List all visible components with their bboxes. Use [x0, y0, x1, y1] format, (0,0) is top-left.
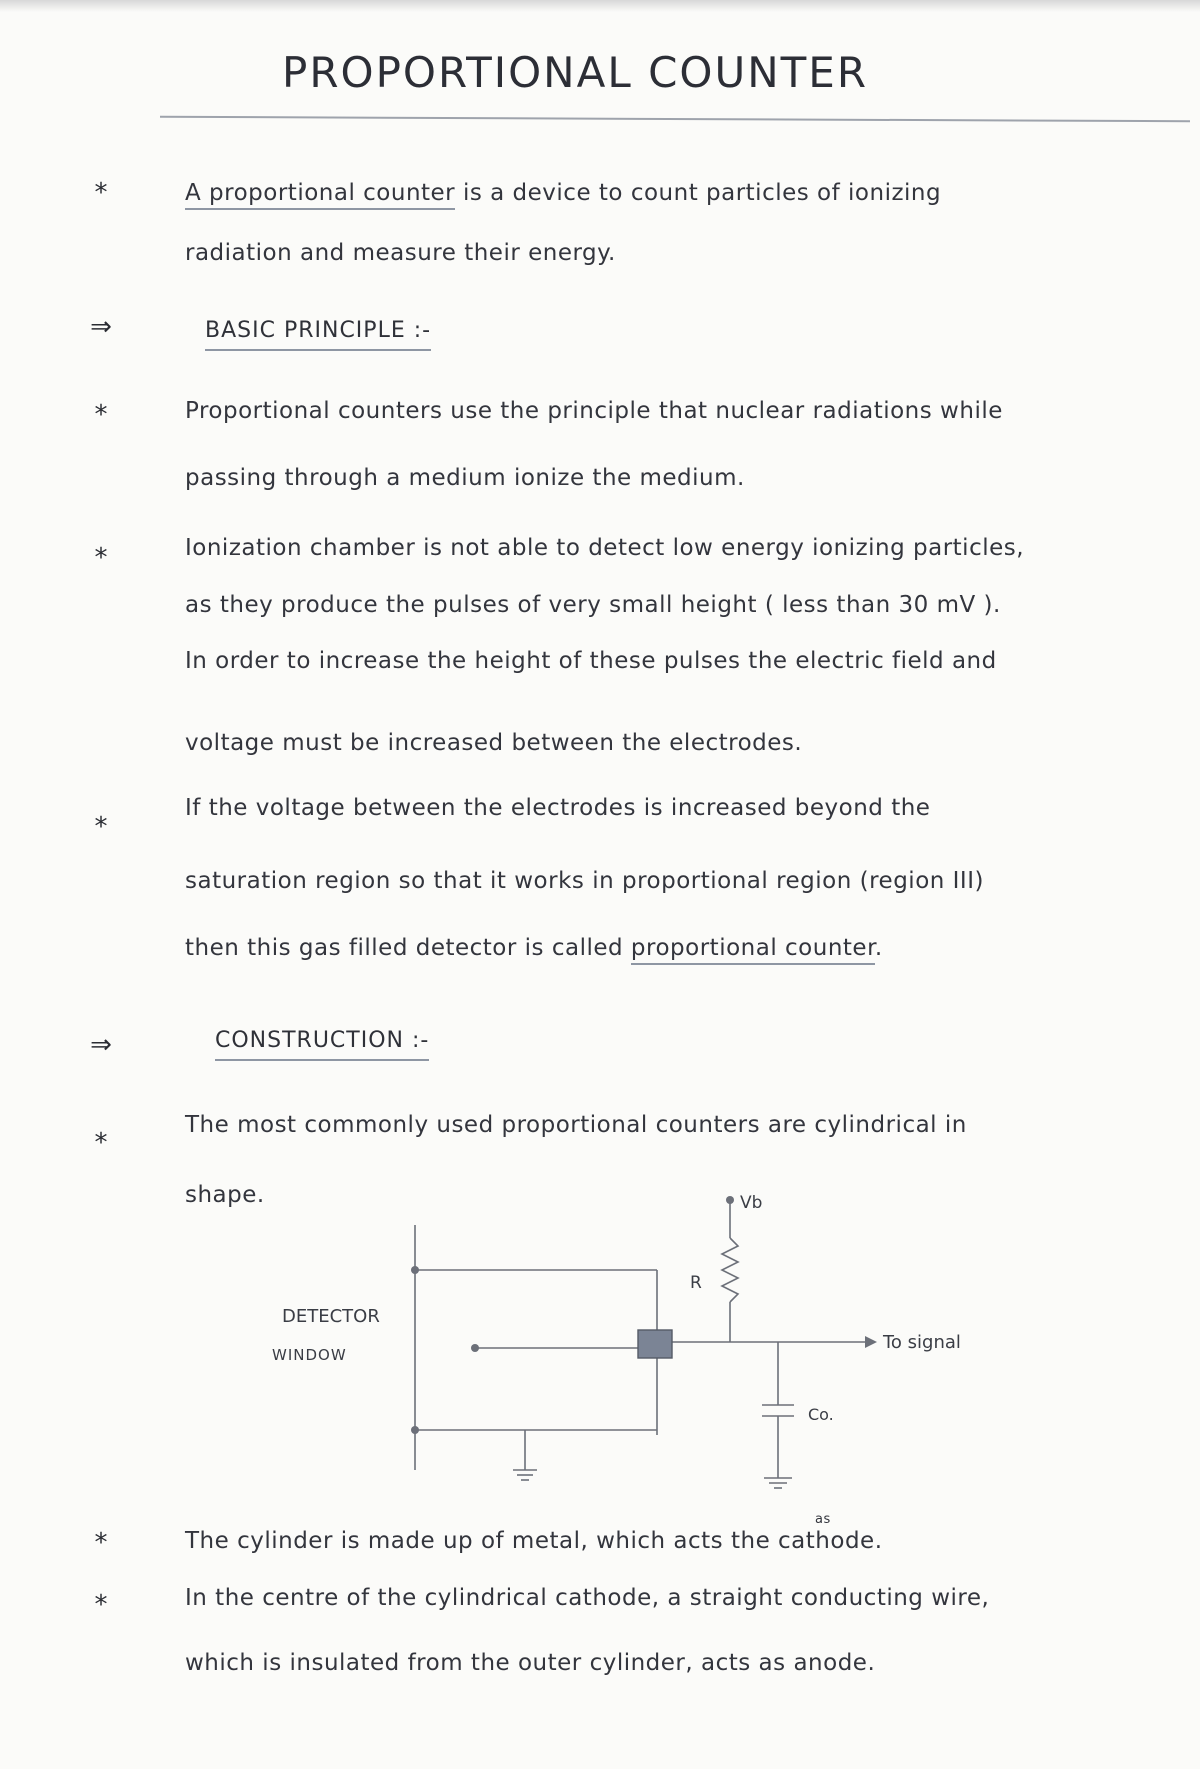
arrow-bullet: ⇒	[90, 1030, 112, 1060]
detector-label: DETECTOR	[282, 1306, 380, 1327]
underlined-term: proportional counter	[631, 935, 875, 965]
page-title: PROPORTIONAL COUNTER	[282, 48, 868, 97]
inserted-word: as	[815, 1512, 831, 1527]
line-lead: then this gas filled detector is called	[185, 935, 631, 961]
proportional-region-line: saturation region so that it works in proportional region (region III)	[185, 868, 984, 894]
circuit-svg	[250, 1180, 1010, 1500]
ionization-line: Ionization chamber is not able to detect low energy ionizing particles,	[185, 535, 1025, 561]
construction-heading: CONSTRUCTION :-	[215, 1028, 429, 1061]
intro-term: A proportional counter	[185, 180, 455, 210]
star-bullet: *	[94, 1128, 108, 1158]
junction-dot	[411, 1266, 419, 1274]
star-bullet: *	[94, 543, 108, 573]
star-bullet: *	[94, 1528, 108, 1558]
principle-line: Proportional counters use the principle that nuclear radiations while	[185, 398, 1003, 424]
resistor-label: R	[690, 1273, 702, 1293]
principle-line: passing through a medium ionize the medium.	[185, 465, 745, 491]
anode-line: which is insulated from the outer cylinder, acts as anode.	[185, 1650, 876, 1676]
intro-line-1-rest: is a device to count particles of ionizing	[455, 180, 942, 206]
window-label: WINDOW	[272, 1346, 347, 1364]
star-bullet: *	[94, 812, 108, 842]
signal-label: To signal	[883, 1332, 961, 1353]
anode-line: In the centre of the cylindrical cathode, a straight conducting wire,	[185, 1585, 990, 1611]
line-end: .	[874, 935, 883, 961]
star-bullet: *	[94, 1590, 108, 1620]
ionization-line: voltage must be increased between the electrodes.	[185, 730, 803, 756]
vb-label: Vb	[740, 1193, 763, 1213]
capacitor-label: Co.	[808, 1405, 834, 1424]
vb-terminal-dot	[726, 1196, 734, 1204]
insulator-block	[638, 1330, 672, 1358]
construction-line: The most commonly used proportional counters are cylindrical in	[185, 1112, 967, 1138]
intro-line-1	[185, 180, 1165, 206]
star-bullet: *	[94, 178, 108, 208]
cylinder-line: The cylinder is made up of metal, which acts the cathode.	[185, 1528, 883, 1554]
proportional-region-line-3	[185, 935, 1165, 961]
junction-dot	[411, 1426, 419, 1434]
page-edge-shadow	[0, 0, 1200, 12]
star-bullet: *	[94, 400, 108, 430]
resistor-zigzag	[722, 1238, 738, 1302]
arrow-bullet: ⇒	[90, 312, 112, 342]
proportional-region-line: If the voltage between the electrodes is increased beyond the	[185, 795, 931, 821]
basic-principle-heading: BASIC PRINCIPLE :-	[205, 318, 431, 351]
ionization-line: In order to increase the height of these pulses the electric field and	[185, 648, 997, 674]
anode-end-dot	[471, 1344, 479, 1352]
signal-arrow	[865, 1336, 877, 1348]
construction-line: shape.	[185, 1182, 265, 1208]
ionization-line: as they produce the pulses of very small height ( less than 30 mV ).	[185, 592, 1001, 618]
intro-line-2: radiation and measure their energy.	[185, 240, 616, 266]
counter-circuit-diagram	[250, 1180, 1010, 1500]
title-underline	[160, 116, 1190, 122]
